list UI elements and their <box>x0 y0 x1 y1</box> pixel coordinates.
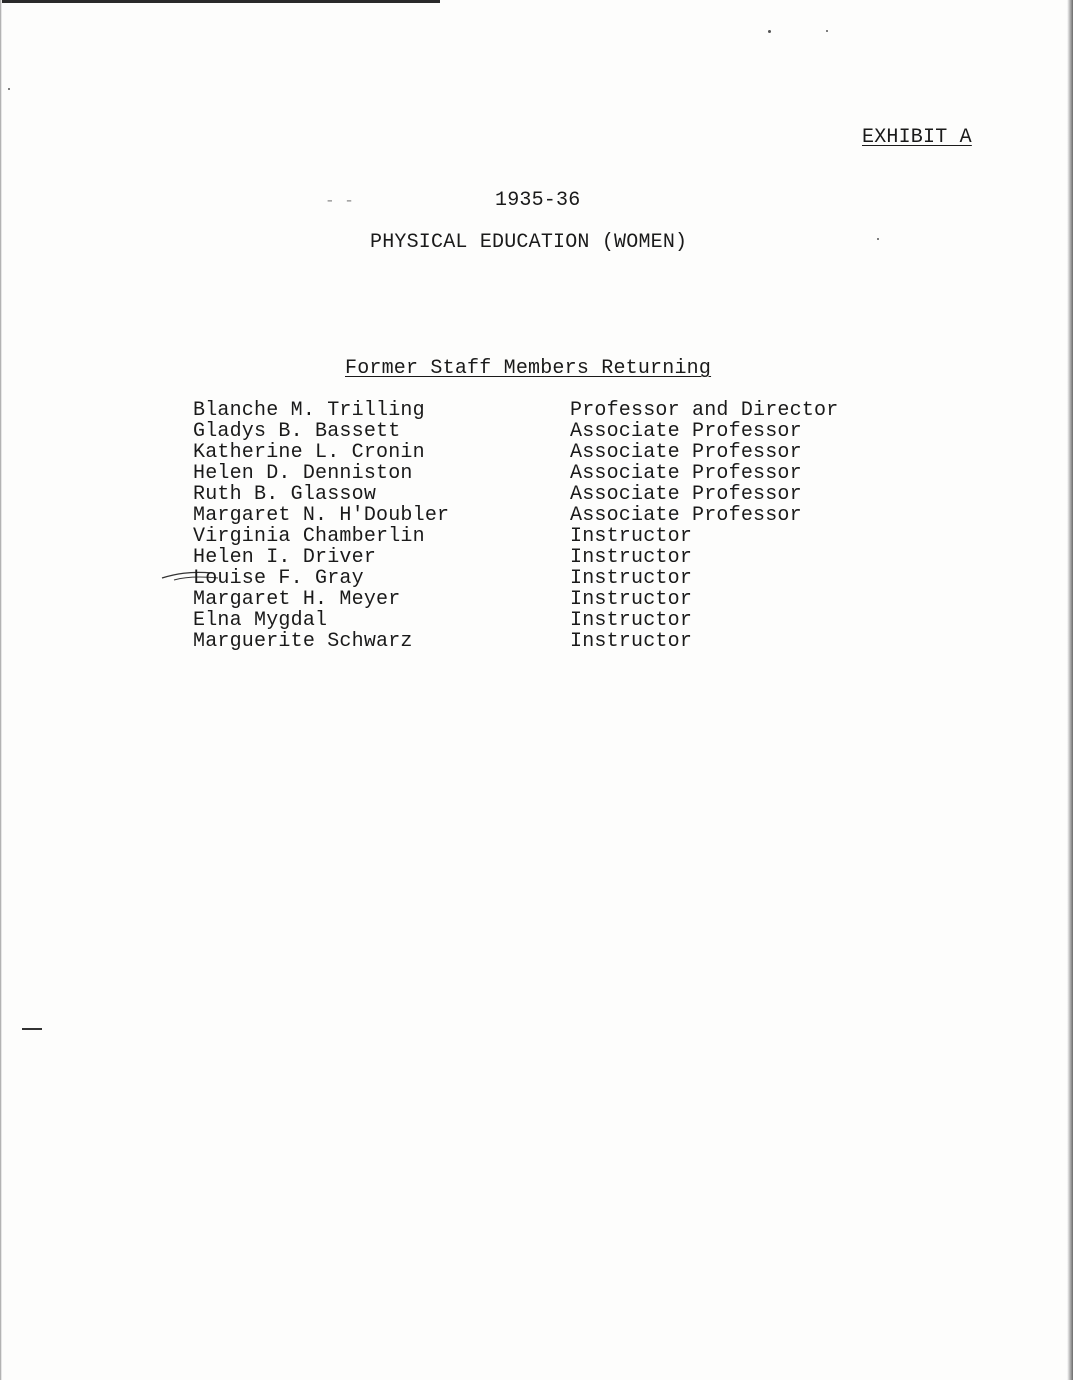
scan-edge-right <box>1067 0 1073 1380</box>
staff-name: Katherine L. Cronin <box>193 441 425 464</box>
staff-title: Professor and Director <box>570 399 839 422</box>
stray-dash-mark: - - <box>325 192 354 210</box>
staff-title: Associate Professor <box>570 441 802 464</box>
scan-speck <box>8 88 10 90</box>
staff-name: Louise F. Gray <box>193 567 364 590</box>
margin-mark <box>22 1028 42 1030</box>
staff-title: Associate Professor <box>570 504 802 527</box>
staff-name: Elna Mygdal <box>193 609 328 632</box>
staff-name: Margaret N. H'Doubler <box>193 504 450 527</box>
staff-title: Instructor <box>570 525 693 548</box>
staff-name: Helen D. Denniston <box>193 462 413 485</box>
scan-speck <box>768 30 771 33</box>
scan-edge-left <box>0 0 2 1380</box>
staff-title: Associate Professor <box>570 420 802 443</box>
department-title: PHYSICAL EDUCATION (WOMEN) <box>370 231 688 254</box>
staff-name: Blanche M. Trilling <box>193 399 425 422</box>
staff-title: Associate Professor <box>570 462 802 485</box>
staff-name: Gladys B. Bassett <box>193 420 401 443</box>
exhibit-label: EXHIBIT A <box>862 126 972 149</box>
staff-title: Instructor <box>570 588 693 611</box>
section-heading: Former Staff Members Returning <box>345 357 712 380</box>
staff-title: Instructor <box>570 630 693 653</box>
document-year: 1935-36 <box>495 189 581 212</box>
staff-title: Associate Professor <box>570 483 802 506</box>
scan-edge-top <box>0 0 440 3</box>
staff-title: Instructor <box>570 609 693 632</box>
scan-speck <box>826 30 828 32</box>
staff-name: Margaret H. Meyer <box>193 588 401 611</box>
staff-name: Virginia Chamberlin <box>193 525 425 548</box>
staff-name: Helen I. Driver <box>193 546 377 569</box>
staff-name: Ruth B. Glassow <box>193 483 377 506</box>
staff-title: Instructor <box>570 567 693 590</box>
staff-name: Marguerite Schwarz <box>193 630 413 653</box>
staff-title: Instructor <box>570 546 693 569</box>
scan-speck <box>877 238 879 240</box>
